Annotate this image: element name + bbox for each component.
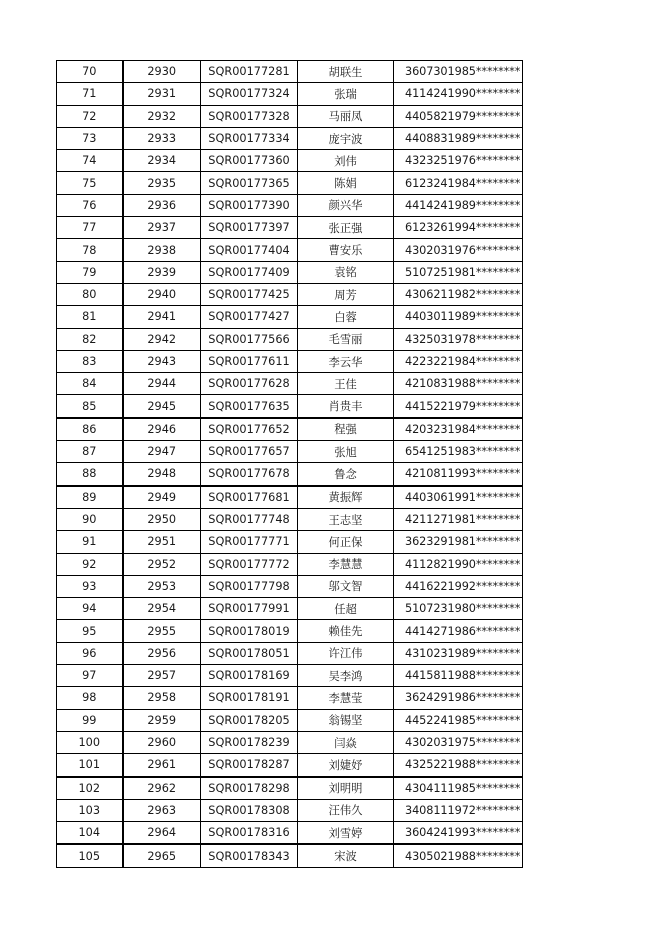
name-cell: 张瑞 — [298, 83, 394, 105]
sequence-cell: 93 — [57, 575, 123, 597]
id-number-cell: 4302031975******** — [394, 731, 523, 753]
name-cell: 胡联生 — [298, 61, 394, 83]
name-cell: 白蓉 — [298, 306, 394, 328]
application-code-cell: SQR00178051 — [201, 642, 298, 664]
table-row — [57, 486, 523, 509]
number-cell: 2958 — [123, 687, 201, 709]
number-cell: 2930 — [123, 61, 201, 83]
table-row — [57, 731, 523, 753]
name-cell: 李慧慧 — [298, 553, 394, 575]
table-row — [57, 328, 523, 350]
number-cell: 2940 — [123, 283, 201, 305]
sequence-cell: 80 — [57, 283, 123, 305]
id-number-cell: 4302031976******** — [394, 239, 523, 261]
application-code-cell: SQR00177409 — [201, 261, 298, 283]
application-code-cell: SQR00177657 — [201, 441, 298, 463]
table-row — [57, 172, 523, 194]
spreadsheet-page — [56, 60, 522, 868]
sequence-cell: 82 — [57, 328, 123, 350]
name-cell: 宋波 — [298, 844, 394, 867]
application-code-cell: SQR00177635 — [201, 395, 298, 418]
sequence-cell: 88 — [57, 463, 123, 486]
id-number-cell: 4415811988******** — [394, 665, 523, 687]
table-row — [57, 217, 523, 239]
application-code-cell: SQR00177798 — [201, 575, 298, 597]
id-number-cell: 4325031978******** — [394, 328, 523, 350]
number-cell: 2952 — [123, 553, 201, 575]
name-cell: 李云华 — [298, 350, 394, 372]
name-cell: 庞宇波 — [298, 127, 394, 149]
name-cell: 袁铭 — [298, 261, 394, 283]
id-number-cell: 3604241993******** — [394, 822, 523, 845]
application-code-cell: SQR00178191 — [201, 687, 298, 709]
name-cell: 周芳 — [298, 283, 394, 305]
name-cell: 刘婕妤 — [298, 754, 394, 777]
name-cell: 汪伟久 — [298, 799, 394, 821]
name-cell: 肖贵丰 — [298, 395, 394, 418]
name-cell: 毛雪丽 — [298, 328, 394, 350]
number-cell: 2964 — [123, 822, 201, 845]
application-code-cell: SQR00178169 — [201, 665, 298, 687]
table-row — [57, 508, 523, 530]
id-number-cell: 3624291986******** — [394, 687, 523, 709]
table-row — [57, 799, 523, 821]
sequence-cell: 74 — [57, 150, 123, 172]
application-code-cell: SQR00177425 — [201, 283, 298, 305]
table-row — [57, 665, 523, 687]
sequence-cell: 103 — [57, 799, 123, 821]
application-code-cell: SQR00178205 — [201, 709, 298, 731]
sequence-cell: 99 — [57, 709, 123, 731]
application-code-cell: SQR00177334 — [201, 127, 298, 149]
number-cell: 2962 — [123, 777, 201, 800]
number-cell: 2933 — [123, 127, 201, 149]
sequence-cell: 100 — [57, 731, 123, 753]
name-cell: 张正强 — [298, 217, 394, 239]
number-cell: 2955 — [123, 620, 201, 642]
id-number-cell: 4325221988******** — [394, 754, 523, 777]
table-row — [57, 61, 523, 83]
application-code-cell: SQR00177678 — [201, 463, 298, 486]
application-code-cell: SQR00177991 — [201, 598, 298, 620]
roster-table — [56, 60, 523, 868]
number-cell: 2939 — [123, 261, 201, 283]
id-number-cell: 4416221992******** — [394, 575, 523, 597]
table-row — [57, 306, 523, 328]
table-row — [57, 350, 523, 372]
table-row — [57, 754, 523, 777]
name-cell: 邬文智 — [298, 575, 394, 597]
name-cell: 刘明明 — [298, 777, 394, 800]
application-code-cell: SQR00178316 — [201, 822, 298, 845]
table-row — [57, 687, 523, 709]
sequence-cell: 102 — [57, 777, 123, 800]
id-number-cell: 6123241984******** — [394, 172, 523, 194]
sequence-cell: 96 — [57, 642, 123, 664]
id-number-cell: 5107251981******** — [394, 261, 523, 283]
id-number-cell: 4211271981******** — [394, 508, 523, 530]
name-cell: 黄振辉 — [298, 486, 394, 509]
number-cell: 2954 — [123, 598, 201, 620]
number-cell: 2951 — [123, 531, 201, 553]
sequence-cell: 85 — [57, 395, 123, 418]
number-cell: 2937 — [123, 217, 201, 239]
id-number-cell: 4306211982******** — [394, 283, 523, 305]
name-cell: 吴李鸿 — [298, 665, 394, 687]
sequence-cell: 87 — [57, 441, 123, 463]
sequence-cell: 70 — [57, 61, 123, 83]
application-code-cell: SQR00177772 — [201, 553, 298, 575]
application-code-cell: SQR00177566 — [201, 328, 298, 350]
sequence-cell: 95 — [57, 620, 123, 642]
name-cell: 王志坚 — [298, 508, 394, 530]
id-number-cell: 3623291981******** — [394, 531, 523, 553]
number-cell: 2932 — [123, 105, 201, 127]
table-row — [57, 463, 523, 486]
name-cell: 赖佳先 — [298, 620, 394, 642]
sequence-cell: 75 — [57, 172, 123, 194]
id-number-cell: 4304111985******** — [394, 777, 523, 800]
sequence-cell: 105 — [57, 844, 123, 867]
id-number-cell: 4403061991******** — [394, 486, 523, 509]
name-cell: 何正保 — [298, 531, 394, 553]
table-row — [57, 127, 523, 149]
table-row — [57, 531, 523, 553]
sequence-cell: 83 — [57, 350, 123, 372]
table-row — [57, 194, 523, 216]
table-row — [57, 105, 523, 127]
application-code-cell: SQR00177628 — [201, 373, 298, 395]
sequence-cell: 81 — [57, 306, 123, 328]
table-row — [57, 575, 523, 597]
number-cell: 2963 — [123, 799, 201, 821]
sequence-cell: 101 — [57, 754, 123, 777]
id-number-cell: 3408111972******** — [394, 799, 523, 821]
sequence-cell: 78 — [57, 239, 123, 261]
table-row — [57, 598, 523, 620]
application-code-cell: SQR00177611 — [201, 350, 298, 372]
application-code-cell: SQR00177324 — [201, 83, 298, 105]
id-number-cell: 4114241990******** — [394, 83, 523, 105]
name-cell: 张旭 — [298, 441, 394, 463]
id-number-cell: 5107231980******** — [394, 598, 523, 620]
application-code-cell: SQR00177404 — [201, 239, 298, 261]
id-number-cell: 4405821979******** — [394, 105, 523, 127]
roster-table-body — [57, 61, 523, 868]
id-number-cell: 4223221984******** — [394, 350, 523, 372]
id-number-cell: 4210831988******** — [394, 373, 523, 395]
table-row — [57, 844, 523, 867]
name-cell: 曹安乐 — [298, 239, 394, 261]
sequence-cell: 72 — [57, 105, 123, 127]
number-cell: 2949 — [123, 486, 201, 509]
id-number-cell: 4452241985******** — [394, 709, 523, 731]
application-code-cell: SQR00177365 — [201, 172, 298, 194]
id-number-cell: 4408831989******** — [394, 127, 523, 149]
table-row — [57, 553, 523, 575]
table-row — [57, 150, 523, 172]
id-number-cell: 4323251976******** — [394, 150, 523, 172]
sequence-cell: 86 — [57, 418, 123, 441]
table-row — [57, 261, 523, 283]
name-cell: 王佳 — [298, 373, 394, 395]
id-number-cell: 3607301985******** — [394, 61, 523, 83]
table-row — [57, 642, 523, 664]
sequence-cell: 97 — [57, 665, 123, 687]
table-row — [57, 620, 523, 642]
number-cell: 2941 — [123, 306, 201, 328]
sequence-cell: 90 — [57, 508, 123, 530]
application-code-cell: SQR00178019 — [201, 620, 298, 642]
table-row — [57, 822, 523, 845]
table-row — [57, 777, 523, 800]
number-cell: 2938 — [123, 239, 201, 261]
number-cell: 2950 — [123, 508, 201, 530]
id-number-cell: 4414241989******** — [394, 194, 523, 216]
id-number-cell: 6123261994******** — [394, 217, 523, 239]
number-cell: 2947 — [123, 441, 201, 463]
application-code-cell: SQR00178343 — [201, 844, 298, 867]
number-cell: 2948 — [123, 463, 201, 486]
name-cell: 刘雪婷 — [298, 822, 394, 845]
sequence-cell: 71 — [57, 83, 123, 105]
id-number-cell: 4414271986******** — [394, 620, 523, 642]
number-cell: 2953 — [123, 575, 201, 597]
sequence-cell: 104 — [57, 822, 123, 845]
sequence-cell: 84 — [57, 373, 123, 395]
sequence-cell: 98 — [57, 687, 123, 709]
name-cell: 刘伟 — [298, 150, 394, 172]
id-number-cell: 6541251983******** — [394, 441, 523, 463]
number-cell: 2935 — [123, 172, 201, 194]
number-cell: 2956 — [123, 642, 201, 664]
sequence-cell: 91 — [57, 531, 123, 553]
number-cell: 2959 — [123, 709, 201, 731]
table-row — [57, 283, 523, 305]
number-cell: 2965 — [123, 844, 201, 867]
number-cell: 2936 — [123, 194, 201, 216]
application-code-cell: SQR00177652 — [201, 418, 298, 441]
number-cell: 2960 — [123, 731, 201, 753]
table-row — [57, 418, 523, 441]
sequence-cell: 76 — [57, 194, 123, 216]
name-cell: 马丽凤 — [298, 105, 394, 127]
id-number-cell: 4305021988******** — [394, 844, 523, 867]
id-number-cell: 4210811993******** — [394, 463, 523, 486]
number-cell: 2931 — [123, 83, 201, 105]
application-code-cell: SQR00178308 — [201, 799, 298, 821]
name-cell: 李慧莹 — [298, 687, 394, 709]
number-cell: 2934 — [123, 150, 201, 172]
application-code-cell: SQR00177427 — [201, 306, 298, 328]
application-code-cell: SQR00178239 — [201, 731, 298, 753]
name-cell: 程强 — [298, 418, 394, 441]
number-cell: 2957 — [123, 665, 201, 687]
id-number-cell: 4112821990******** — [394, 553, 523, 575]
application-code-cell: SQR00177281 — [201, 61, 298, 83]
application-code-cell: SQR00177328 — [201, 105, 298, 127]
id-number-cell: 4415221979******** — [394, 395, 523, 418]
sequence-cell: 94 — [57, 598, 123, 620]
table-row — [57, 373, 523, 395]
sequence-cell: 77 — [57, 217, 123, 239]
name-cell: 鲁念 — [298, 463, 394, 486]
application-code-cell: SQR00178298 — [201, 777, 298, 800]
table-row — [57, 441, 523, 463]
id-number-cell: 4403011989******** — [394, 306, 523, 328]
number-cell: 2946 — [123, 418, 201, 441]
number-cell: 2944 — [123, 373, 201, 395]
name-cell: 闫焱 — [298, 731, 394, 753]
id-number-cell: 4310231989******** — [394, 642, 523, 664]
sequence-cell: 79 — [57, 261, 123, 283]
name-cell: 陈娟 — [298, 172, 394, 194]
application-code-cell: SQR00177748 — [201, 508, 298, 530]
number-cell: 2943 — [123, 350, 201, 372]
application-code-cell: SQR00178287 — [201, 754, 298, 777]
sequence-cell: 73 — [57, 127, 123, 149]
sequence-cell: 92 — [57, 553, 123, 575]
name-cell: 颜兴华 — [298, 194, 394, 216]
application-code-cell: SQR00177771 — [201, 531, 298, 553]
sequence-cell: 89 — [57, 486, 123, 509]
table-row — [57, 395, 523, 418]
table-row — [57, 709, 523, 731]
name-cell: 翁锡坚 — [298, 709, 394, 731]
table-row — [57, 239, 523, 261]
application-code-cell: SQR00177390 — [201, 194, 298, 216]
name-cell: 许江伟 — [298, 642, 394, 664]
name-cell: 任超 — [298, 598, 394, 620]
table-row — [57, 83, 523, 105]
application-code-cell: SQR00177360 — [201, 150, 298, 172]
number-cell: 2942 — [123, 328, 201, 350]
application-code-cell: SQR00177681 — [201, 486, 298, 509]
number-cell: 2961 — [123, 754, 201, 777]
id-number-cell: 4203231984******** — [394, 418, 523, 441]
application-code-cell: SQR00177397 — [201, 217, 298, 239]
number-cell: 2945 — [123, 395, 201, 418]
